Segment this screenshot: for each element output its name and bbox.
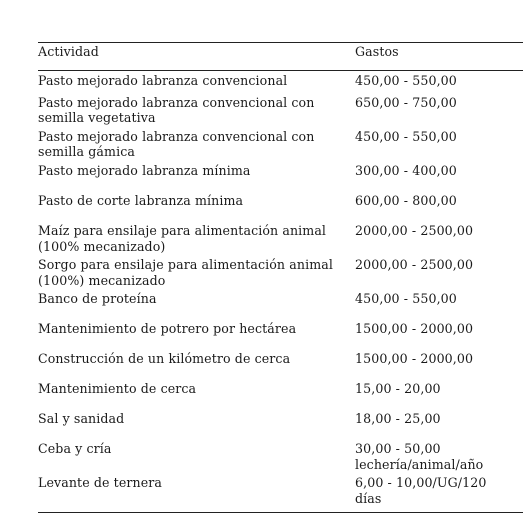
activity-cell: Pasto mejorado labranza convencional con [38,129,315,144]
activity-cell: Banco de proteína [38,291,157,306]
cost-cell: 6,00 - 10,00/UG/120 [355,475,487,490]
cost-cell: 2000,00 - 2500,00 [355,257,474,272]
activity-cell: Pasto mejorado labranza mínima [38,163,251,178]
cost-cell: 300,00 - 400,00 [355,163,457,178]
activity-cell: Mantenimiento de potrero por hectárea [38,321,297,336]
activity-cell: Sorgo para ensilaje para alimentación animal [38,257,333,272]
header-activity: Actividad [38,44,99,59]
cost-cell: 2000,00 - 2500,00 [355,223,474,238]
activity-cell-line2: (100%) mecanizado [38,273,166,288]
activity-cell: Pasto de corte labranza mínima [38,193,244,208]
header-cost: Gastos [355,44,399,59]
activity-cell: Levante de ternera [38,475,163,490]
activity-cell-line2: semilla vegetativa [38,110,156,125]
activity-cell-line2: semilla gámica [38,144,135,159]
cost-cell: 450,00 - 550,00 [355,291,457,306]
activity-cell: Ceba y cría [38,441,112,456]
bottom-rule [38,512,523,513]
activity-cell: Pasto mejorado labranza convencional con [38,95,315,110]
cost-cell: 15,00 - 20,00 [355,381,441,396]
cost-cell: 650,00 - 750,00 [355,95,457,110]
activity-cell-line2: (100% mecanizado) [38,239,166,254]
activity-cell: Mantenimiento de cerca [38,381,197,396]
cost-cell: 1500,00 - 2000,00 [355,351,474,366]
cost-cell: 600,00 - 800,00 [355,193,457,208]
cost-cell: 18,00 - 25,00 [355,411,441,426]
activity-cell: Maíz para ensilaje para alimentación animal [38,223,327,238]
cost-cell: 30,00 - 50,00 [355,441,441,456]
header-rule [38,70,523,71]
cost-cell-line2: lechería/animal/año [355,457,484,472]
cost-cell: 1500,00 - 2000,00 [355,321,474,336]
cost-cell: 450,00 - 550,00 [355,129,457,144]
top-rule [38,42,523,43]
activity-cell: Sal y sanidad [38,411,125,426]
activity-cell: Pasto mejorado labranza convencional [38,73,288,88]
cost-cell-line2: días [355,491,382,506]
cost-cell: 450,00 - 550,00 [355,73,457,88]
activity-cell: Construcción de un kilómetro de cerca [38,351,291,366]
